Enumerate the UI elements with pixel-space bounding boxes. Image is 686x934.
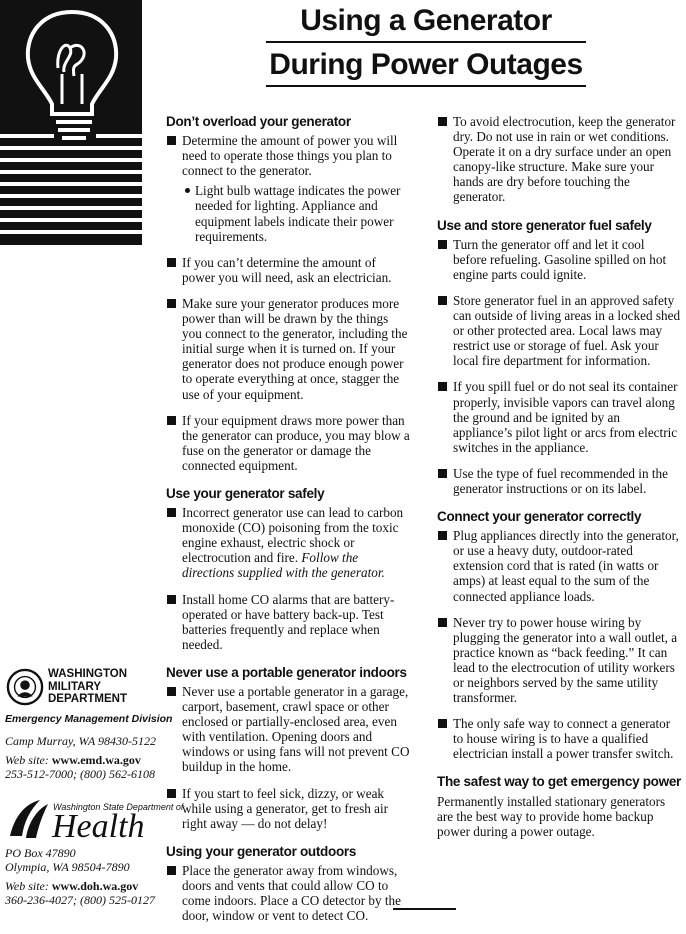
wmd-web-label: Web site: <box>5 753 49 767</box>
bullet-place-away: Place the generator away from windows, doors and vents that could allow CO to come indoors. Place a CO detector by the door, window or vent to detect CO. <box>166 863 410 923</box>
doh-web-label: Web site: <box>5 879 49 893</box>
column-right <box>437 114 681 839</box>
doh-address-2: Olympia, WA 98504-7890 <box>5 860 130 874</box>
column-left <box>166 114 410 934</box>
bullet-store-fuel: Store generator fuel in an approved safety can outside of living areas in a locked shed or other protected area. Local laws may restrict use or storage of fuel. Ask your local fire department for information. <box>437 293 681 368</box>
bullet-back-feeding: Never try to power house wiring by plugging the generator into a wall outlet, a practice known as “back feeding.” It can lead to the electrocution of utility workers or neighbors served by the same utility transformer. <box>437 615 681 706</box>
bullet-plug-directly: Plug appliances directly into the generator, or use a heavy duty, outdoor-rated extension cord that is rated (in watts or amps) at least equal to the sum of the connected appliance loads. <box>437 528 681 603</box>
bullet-co-poisoning <box>166 505 410 580</box>
title-line-2: During Power Outages <box>269 48 583 81</box>
bullet-produces-more-power: Make sure your generator produces more power than will be drawn by the things you connect to the generator, including the initial surge when it is turned on. If your generator does not produce enough power to operate everything at once, stagger the use of your equipment. <box>166 296 410 402</box>
emd-division: Emergency Management Division <box>5 713 173 725</box>
bullet-avoid-electrocution: To avoid electrocution, keep the generator dry. Do not use in rain or wet conditions. Operate it on a dry surface under an open canopy-like structure. Make sure your hands are dry before touching the generator. <box>437 114 681 205</box>
bullet-transfer-switch: The only safe way to connect a generator to house wiring is to have a qualified electrician install a power transfer switch. <box>437 716 681 761</box>
doh-address-1: PO Box 47890 <box>5 846 76 860</box>
heading-outdoors: Using your generator outdoors <box>166 843 357 859</box>
health-logo-icon <box>6 796 52 842</box>
bullet-fuel-type: Use the type of fuel recommended in the generator instructions or on its label. <box>437 466 681 496</box>
heading-safest-way: The safest way to get emergency power <box>437 774 681 790</box>
bullet-blow-fuse: If your equipment draws more power than the generator can produce, you may blow a fuse on the generator or damage the connected equipment. <box>166 413 410 473</box>
subbullet-wattage: Light bulb wattage indicates the power needed for lighting. Appliance and equipment labels indicate their power requirements. <box>166 183 410 243</box>
bullet-determine-power: Determine the amount of power you will need to operate those things you plan to connect to the generator. <box>166 133 410 178</box>
doh-small-text: Washington State Department of <box>53 802 184 812</box>
heading-dont-overload: Don’t overload your generator <box>166 114 351 129</box>
doh-web-link[interactable]: www.doh.wa.gov <box>51 879 139 893</box>
bullet-spill-fuel: If you spill fuel or do not seal its container properly, invisible vapors can travel along the ground and be ignited by an appliance’s pilot light or arcs from electric switches in the appliance. <box>437 379 681 454</box>
heading-connect-correctly: Connect your generator correctly <box>437 509 642 525</box>
bullet-co-alarms: Install home CO alarms that are battery-operated or have battery back-up. Test batteries frequently and replace when needed. <box>166 592 410 652</box>
bullet-feel-sick: If you start to feel sick, dizzy, or weak while using a generator, get to fresh air right away — do not delay! <box>166 786 410 831</box>
wmd-phones: 253-512-7000; (800) 562-6108 <box>5 767 155 781</box>
wmd-web-link[interactable]: www.emd.wa.gov <box>51 753 141 767</box>
doh-web-line <box>5 879 138 894</box>
title-line-1: Using a Generator <box>300 4 552 37</box>
wmd-line-3: DEPARTMENT <box>48 693 128 705</box>
title-underline-1 <box>266 41 586 43</box>
wmd-line-1: WASHINGTON <box>48 668 128 680</box>
wmd-address: Camp Murray, WA 98430-5122 <box>5 734 156 748</box>
co-poisoning-text: Incorrect generator use can lead to carbon monoxide (CO) poisoning from the toxic engine exhaust, electric shock or electrocution and fire. <box>182 505 404 566</box>
doh-health-wordmark: Health <box>52 808 145 845</box>
wmd-name <box>48 668 127 706</box>
bullet-ask-electrician: If you can’t determine the amount of power you will need, ask an electrician. <box>166 255 410 285</box>
heading-use-safely: Use your generator safely <box>166 485 325 501</box>
title-underline-2 <box>266 85 586 87</box>
heading-fuel-safely: Use and store generator fuel safely <box>437 217 652 233</box>
state-seal-icon <box>6 668 44 706</box>
safest-way-text: Permanently installed stationary generators are the best way to provide home backup power during a power outage. <box>437 793 666 839</box>
follow-directions-text: Follow the directions supplied with the generator. <box>182 550 385 581</box>
lightbulb-icon <box>0 0 142 245</box>
doh-phones: 360-236-4027; (800) 525-0127 <box>5 893 155 907</box>
lightbulb-graphic <box>0 0 142 245</box>
bottom-rule <box>393 908 456 910</box>
wmd-line-2: MILITARY <box>48 680 102 693</box>
bullet-never-indoors: Never use a portable generator in a garage, carport, basement, crawl space or other enclosed or partially-enclosed area, even with ventilation. Opening doors and windows or using fans will not prevent CO buildup in the home. <box>166 684 410 775</box>
wmd-web-line <box>5 753 141 768</box>
bullet-turn-off: Turn the generator off and let it cool before refueling. Gasoline spilled on hot engine parts could ignite. <box>437 237 681 282</box>
heading-never-indoors: Never use a portable generator indoors <box>166 664 407 680</box>
